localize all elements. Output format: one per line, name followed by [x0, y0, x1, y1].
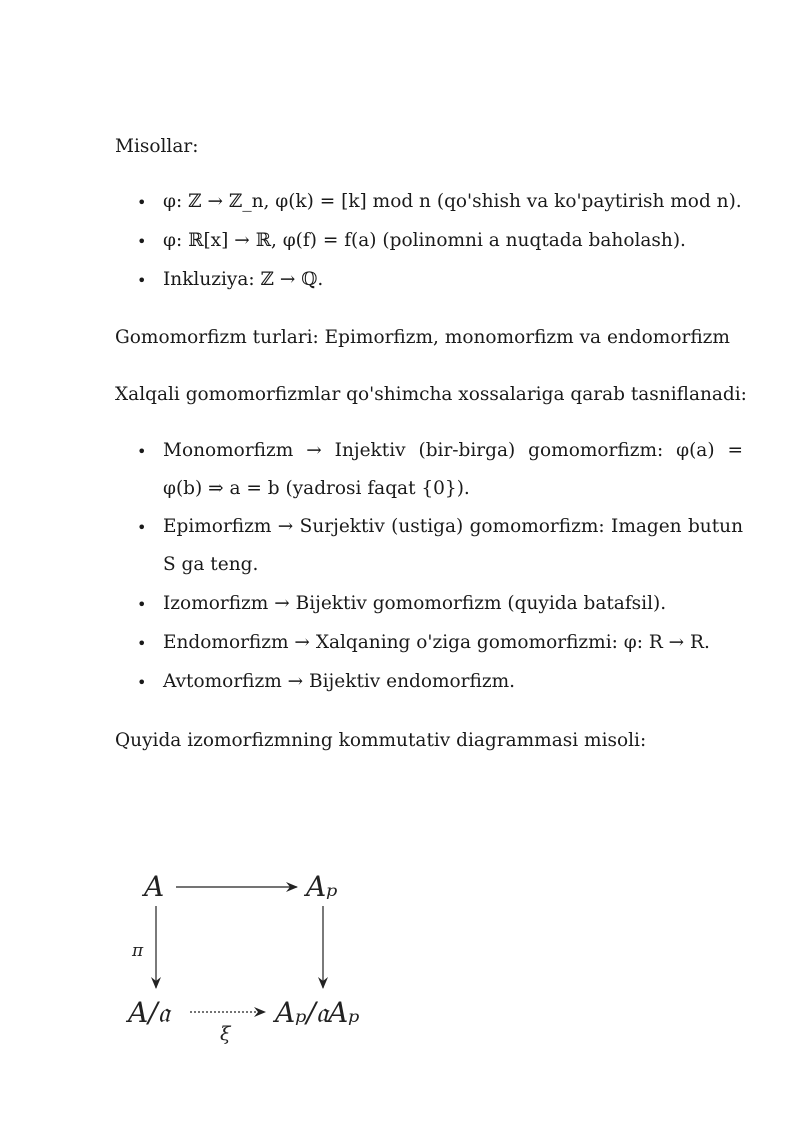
bullet-icon: • — [137, 271, 147, 290]
bullet-icon: • — [137, 518, 147, 537]
diagram-intro: Quyida izomorfizmning kommutativ diagrammasi misoli: — [115, 730, 647, 751]
diagram-label-pi: π — [132, 941, 144, 961]
bullet-icon: • — [137, 673, 147, 692]
diagram-node-bottom-left: A/𝔞 — [128, 996, 170, 1029]
diagram-node-bottom-right: Aₚ/𝔞Aₚ — [275, 996, 360, 1029]
bullet-icon: • — [137, 442, 147, 461]
type-text: Monomorfizm → Injektiv (bir-birga) gomomorfizm: φ(a) = φ(b) ⇒ a = b (yadrosi faqat {0}). — [163, 440, 743, 499]
examples-heading: Misollar: — [115, 136, 199, 157]
types-intro: Xalqali gomomorfizmlar qo'shimcha xossalariga qarab tasniflanadi: — [115, 384, 747, 405]
commutative-diagram — [120, 860, 410, 1060]
bullet-icon: • — [137, 634, 147, 653]
diagram-node-top-left: A — [144, 870, 165, 903]
diagram-label-xi: ξ — [220, 1023, 231, 1045]
type-text: Epimorfizm → Surjektiv (ustiga) gomomorfizm: Imagen butun S ga teng. — [163, 516, 743, 575]
types-heading: Gomomorfizm turlari: Epimorfizm, monomorfizm va endomorfizm — [115, 327, 730, 348]
type-text: Endomorfizm → Xalqaning o'ziga gomomorfizmi: φ: R → R. — [163, 632, 710, 653]
bullet-icon: • — [137, 232, 147, 251]
example-text: φ: ℝ[x] → ℝ, φ(f) = f(a) (polinomni a nuqtada baholash). — [163, 230, 686, 251]
type-text: Avtomorfizm → Bijektiv endomorfizm. — [163, 671, 516, 692]
example-text: Inkluziya: ℤ → ℚ. — [163, 269, 324, 290]
example-text: φ: ℤ → ℤ_n, φ(k) = [k] mod n (qo'shish va ko'paytirish mod n). — [163, 191, 742, 212]
bullet-icon: • — [137, 193, 147, 212]
diagram-node-top-right: Aₚ — [306, 870, 338, 903]
type-text: Izomorfizm → Bijektiv gomomorfizm (quyida batafsil). — [163, 593, 667, 614]
bullet-icon: • — [137, 595, 147, 614]
